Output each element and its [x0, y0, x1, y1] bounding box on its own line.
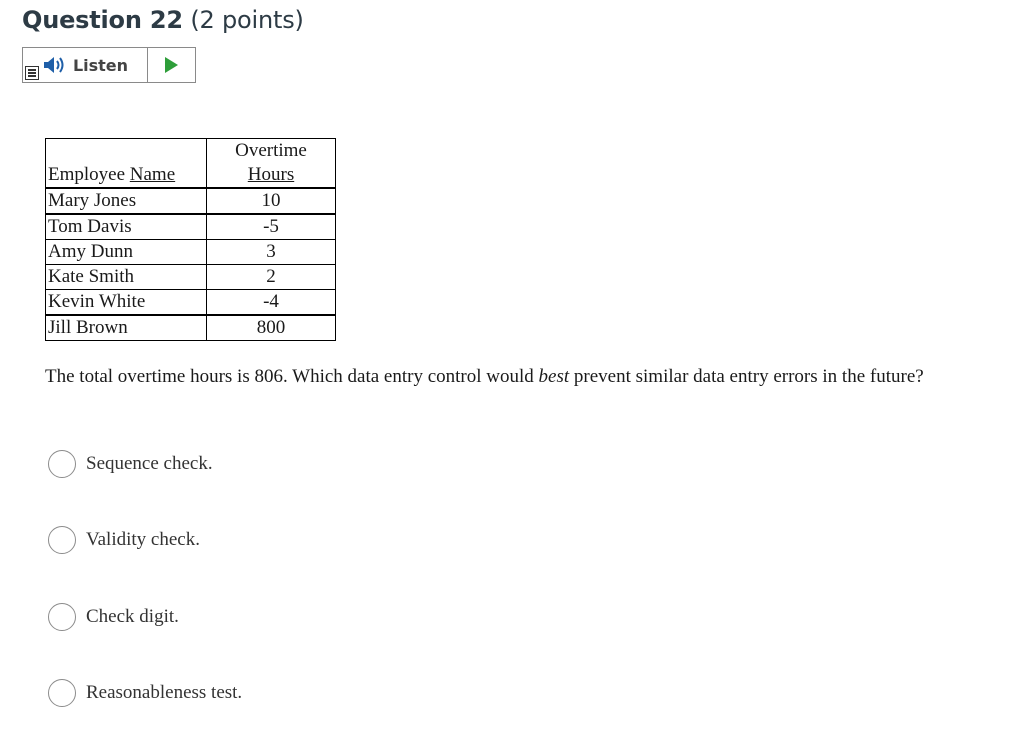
- question-prompt: The total overtime hours is 806. Which data entry control would best prevent similar data entry errors in the future?: [45, 366, 924, 387]
- employee-name: Mary Jones: [46, 188, 207, 214]
- overtime-hours: 800: [207, 315, 336, 341]
- employee-name: Amy Dunn: [46, 240, 207, 265]
- overtime-hours: -5: [207, 214, 336, 240]
- employee-name: Kevin White: [46, 290, 207, 316]
- radio-button[interactable]: [48, 679, 76, 707]
- question-header: [22, 6, 304, 34]
- employee-name: Tom Davis: [46, 214, 207, 240]
- question-points: (2 points): [190, 6, 304, 34]
- header-employee-name: Employee Name: [46, 139, 207, 189]
- employee-name: Kate Smith: [46, 265, 207, 290]
- listen-label: Listen: [72, 55, 129, 75]
- table-row: [46, 315, 336, 341]
- table-row: [46, 214, 336, 240]
- listen-button[interactable]: [23, 48, 148, 82]
- overtime-hours: 3: [207, 240, 336, 265]
- option-sequence-check[interactable]: [48, 450, 213, 478]
- option-label: Check digit.: [86, 606, 179, 627]
- question-title: Question 22: [22, 6, 183, 34]
- play-button[interactable]: [148, 48, 195, 82]
- header-overtime-hours: Overtime Hours: [207, 139, 336, 189]
- overtime-hours: 2: [207, 265, 336, 290]
- table-row: [46, 240, 336, 265]
- table-header-row: [46, 139, 336, 189]
- speaker-icon: [42, 56, 68, 74]
- menu-icon[interactable]: [25, 66, 39, 80]
- overtime-hours: -4: [207, 290, 336, 316]
- radio-button[interactable]: [48, 603, 76, 631]
- table-row: [46, 290, 336, 316]
- table-row: [46, 188, 336, 214]
- option-label: Reasonableness test.: [86, 682, 243, 703]
- option-reasonableness-test[interactable]: [48, 679, 242, 707]
- radio-button[interactable]: [48, 450, 76, 478]
- radio-button[interactable]: [48, 526, 76, 554]
- prompt-emphasis: best: [538, 366, 570, 387]
- option-label: Sequence check.: [86, 453, 213, 474]
- table-row: [46, 265, 336, 290]
- overtime-hours: 10: [207, 188, 336, 214]
- overtime-table: [45, 138, 336, 341]
- employee-name: Jill Brown: [46, 315, 207, 341]
- option-validity-check[interactable]: [48, 526, 200, 554]
- listen-widget: [22, 47, 196, 83]
- play-icon: [165, 57, 178, 73]
- option-label: Validity check.: [86, 529, 200, 550]
- option-check-digit[interactable]: [48, 603, 179, 631]
